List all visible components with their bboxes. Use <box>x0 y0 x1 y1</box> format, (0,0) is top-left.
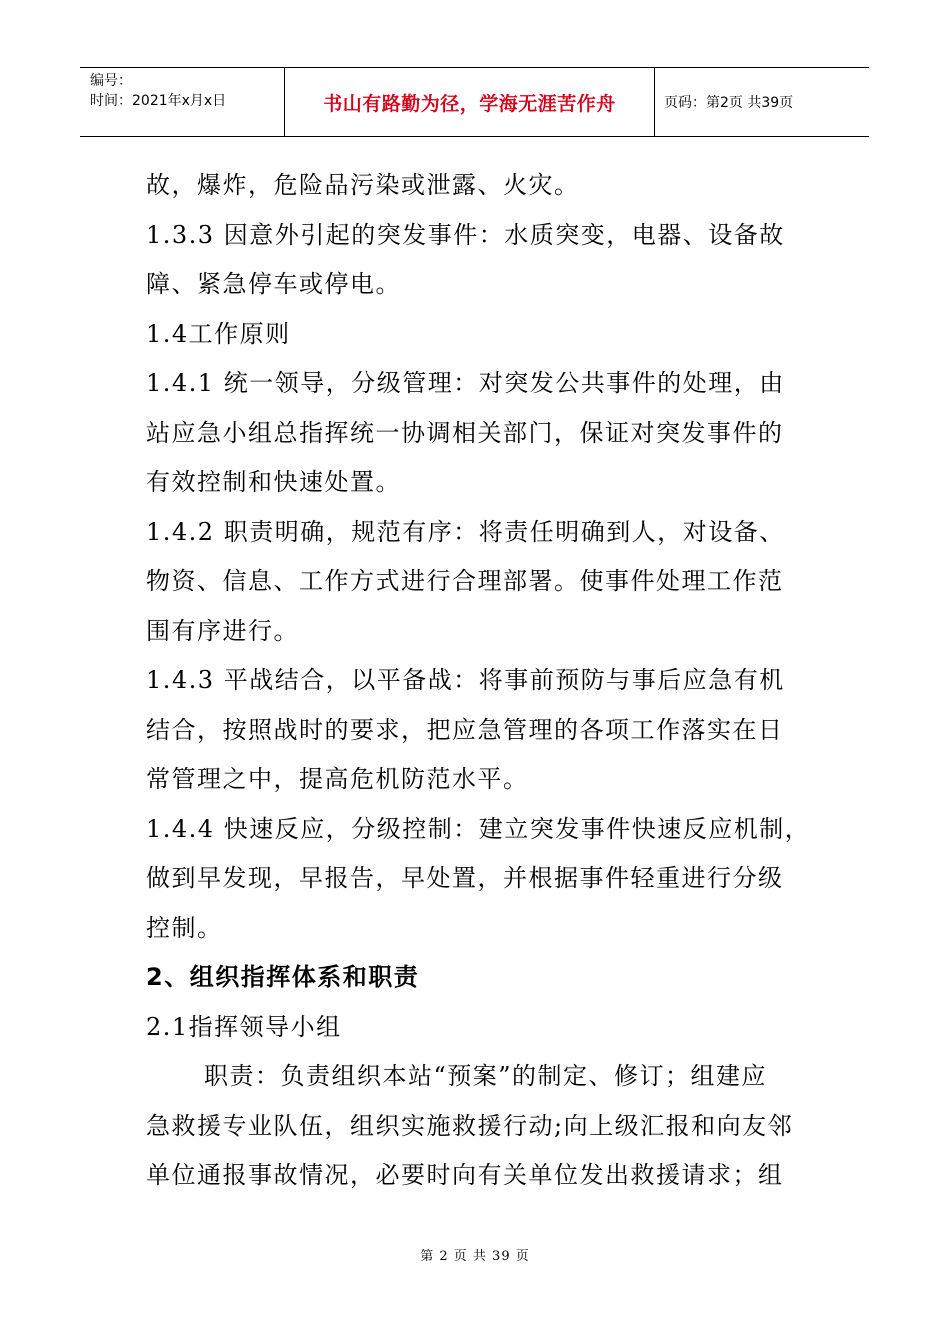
section-1-4-4: 1.4.4 快速反应，分级控制：建立突发事件快速反应机制， <box>146 814 811 843</box>
document-body <box>146 161 814 1201</box>
duties-paragraph: 职责：负责组织本站“预案”的制定、修订；组建应 <box>204 1062 768 1090</box>
section-heading-2: 2、组织指挥体系和职责 <box>146 963 420 991</box>
header-slogan: 书山有路勤为径，学海无涯苦作舟 <box>323 92 616 115</box>
body-line: 单位通报事故情况，必要时向有关单位发出救援请求；组 <box>146 1161 784 1189</box>
body-line: 站应急小组总指挥统一协调相关部门，保证对突发事件的 <box>146 418 784 447</box>
section-heading-2-1: 2.1指挥领导小组 <box>146 1012 342 1041</box>
page-header <box>80 67 869 137</box>
body-line: 围有序进行。 <box>146 616 299 645</box>
section-heading-1-4: 1.4工作原则 <box>146 319 291 348</box>
body-line: 急救援专业队伍，组织实施救援行动;向上级汇报和向友邻 <box>146 1111 794 1140</box>
body-line: 故，爆炸，危险品污染或泄露、火灾。 <box>146 171 580 199</box>
section-1-4-1: 1.4.1 统一领导，分级管理：对突发公共事件的处理，由 <box>146 369 785 397</box>
section-1-4-3: 1.4.3 平战结合，以平备战：将事前预防与事后应急有机 <box>146 666 785 694</box>
document-number-label: 编号： <box>90 73 132 89</box>
body-line: 障、紧急停车或停电。 <box>146 270 401 298</box>
section-1-4-2: 1.4.2 职责明确，规范有序：将责任明确到人，对设备、 <box>146 517 785 546</box>
body-line: 做到早发现，早报告，早处置，并根据事件轻重进行分级 <box>146 864 784 892</box>
document-date: 时间：2021年x月x日 <box>90 93 227 109</box>
body-line: 有效控制和快速处置。 <box>146 468 401 496</box>
header-meta <box>80 68 284 136</box>
section-1-3-3: 1.3.3 因意外引起的突发事件：水质突变，电器、设备故 <box>146 220 785 249</box>
header-page-info: 页码：第2页 共39页 <box>664 95 794 111</box>
header-page-info-cell <box>655 68 869 136</box>
header-slogan-cell <box>284 68 655 136</box>
page-footer: 第 2 页 共 39 页 <box>420 1249 530 1264</box>
body-line: 控制。 <box>146 913 223 942</box>
body-line: 结合，按照战时的要求，把应急管理的各项工作落实在日 <box>146 715 784 744</box>
body-line: 物资、信息、工作方式进行合理部署。使事件处理工作范 <box>146 567 784 595</box>
body-line: 常管理之中，提高危机防范水平。 <box>146 765 529 793</box>
